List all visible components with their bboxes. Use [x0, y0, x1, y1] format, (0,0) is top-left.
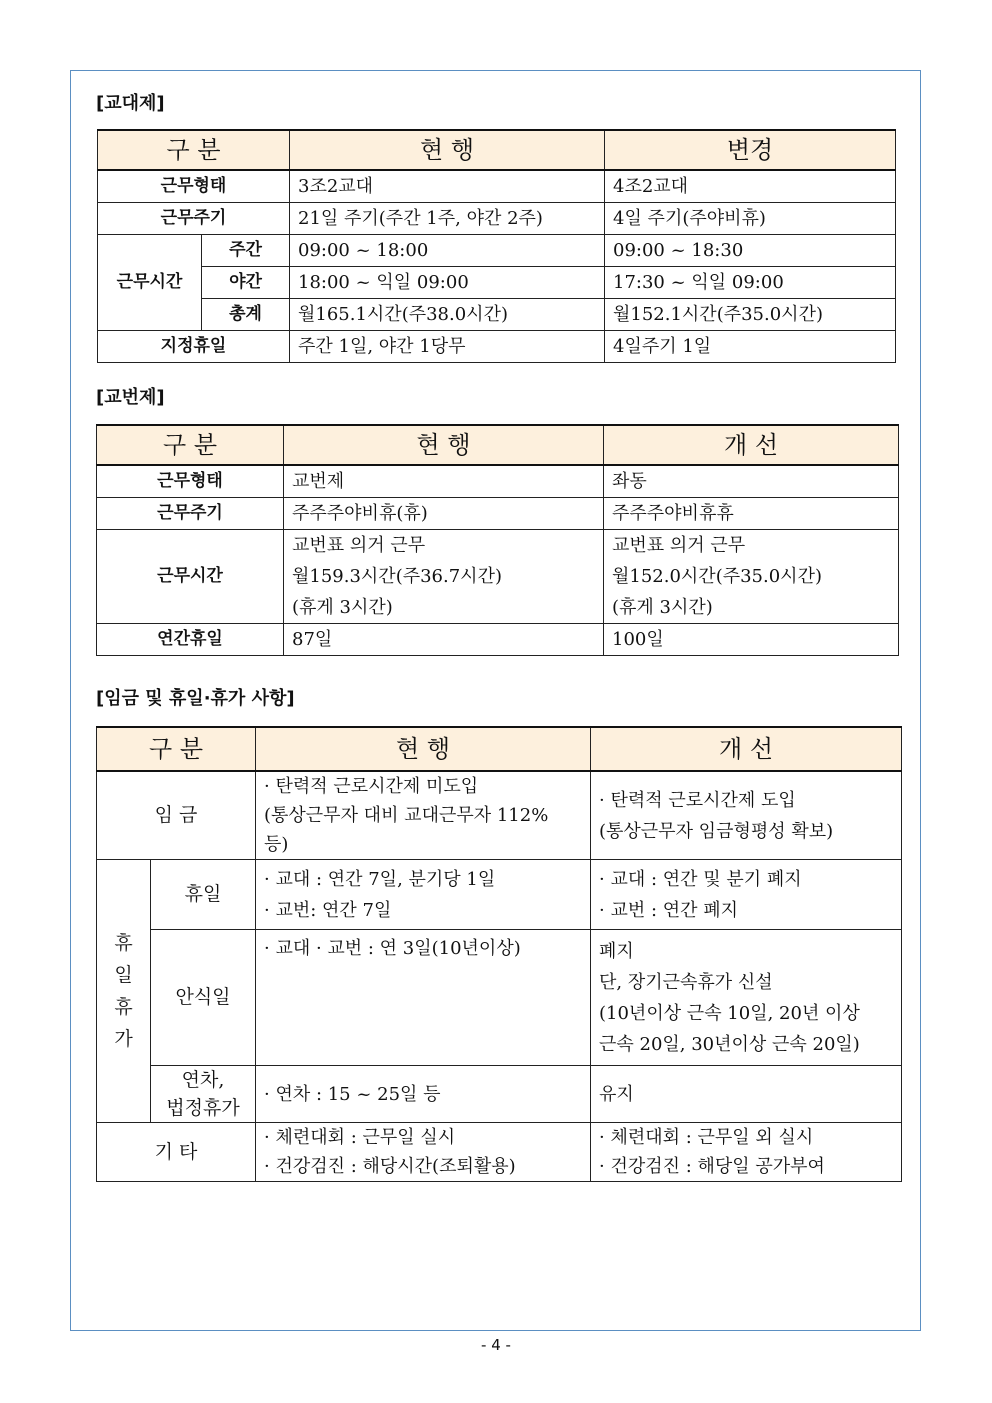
cell-improved	[591, 771, 902, 860]
leave-group-label	[97, 860, 151, 1123]
cell-current: 87일	[284, 624, 604, 656]
cell-current: 3조2교대	[290, 170, 605, 203]
cell-line: 월159.3시간(주36.7시간)	[292, 566, 502, 587]
cell-current: 18:00 ~ 익일 09:00	[290, 267, 605, 299]
cell-line: · 교대 · 교번 : 연 3일(10년이상)	[264, 938, 521, 959]
wage-leave-table	[96, 726, 902, 1182]
cell-improved	[591, 1123, 902, 1182]
cell-line: · 교대 : 연간 7일, 분기당 1일	[264, 868, 496, 890]
vertical-char: 휴	[114, 996, 133, 1018]
table-row	[98, 235, 896, 267]
cell-current: 주간 1일, 야간 1당무	[290, 331, 605, 363]
cell-improved	[591, 930, 902, 1066]
table-row	[98, 299, 896, 331]
cell-line: · 탄력적 근로시간제 미도입	[264, 776, 479, 797]
header-current: 현 행	[290, 130, 605, 170]
table-row	[97, 624, 899, 656]
header-improved: 개 선	[591, 727, 902, 771]
cell-line: (통상근무자 임금형평성 확보)	[599, 820, 834, 842]
sub-label: 안식일	[151, 930, 256, 1066]
row-label: 근무시간	[97, 530, 284, 624]
cell-line: 단, 장기근속휴가 신설	[599, 971, 773, 993]
cell-line: 연차,	[181, 1069, 225, 1091]
cell-line: 등)	[264, 834, 289, 855]
cell-line: (10년이상 근속 10일, 20년 이상	[599, 1002, 860, 1024]
section-title-rotation: [교번제]	[96, 387, 165, 408]
cell-current: 21일 주기(주간 1주, 야간 2주)	[290, 203, 605, 235]
cell-improved: 유지	[591, 1066, 902, 1123]
cell-changed: 4조2교대	[605, 170, 896, 203]
shift-table	[97, 129, 896, 363]
cell-current	[256, 930, 591, 1066]
vertical-char: 일	[114, 964, 133, 986]
cell-line: (휴게 3시간)	[612, 597, 713, 618]
cell-line: · 탄력적 근로시간제 도입	[599, 789, 796, 811]
vertical-char: 가	[114, 1028, 133, 1050]
cell-improved	[591, 860, 902, 930]
cell-line: · 교대 : 연간 및 분기 폐지	[599, 868, 802, 890]
cell-changed: 09:00 ~ 18:30	[605, 235, 896, 267]
header-category: 구 분	[97, 425, 284, 465]
cell-line: 법정휴가	[166, 1097, 240, 1119]
table-row	[98, 331, 896, 363]
cell-improved: 좌동	[604, 465, 899, 498]
cell-line: 근속 20일, 30년이상 근속 20일)	[599, 1033, 860, 1055]
cell-line: · 건강검진 : 해당시간(조퇴활용)	[264, 1156, 516, 1177]
table-header-row	[97, 727, 902, 771]
header-improved: 개 선	[604, 425, 899, 465]
cell-line: (통상근무자 대비 교대근무자 112%	[264, 805, 549, 826]
cell-line: · 교번: 연간 7일	[264, 899, 392, 921]
vertical-char: 휴	[114, 932, 133, 954]
cell-line: · 교번 : 연간 폐지	[599, 899, 739, 921]
cell-current: 09:00 ~ 18:00	[290, 235, 605, 267]
row-label: 지정휴일	[98, 331, 290, 363]
table-row	[97, 771, 902, 860]
sub-label: 야간	[202, 267, 290, 299]
page-number: - 4 -	[481, 1336, 511, 1354]
sub-label	[151, 1066, 256, 1123]
cell-improved	[604, 530, 899, 624]
rotation-table	[96, 424, 899, 656]
row-label: 근무주기	[97, 498, 284, 530]
header-category: 구 분	[98, 130, 290, 170]
cell-changed: 17:30 ~ 익일 09:00	[605, 267, 896, 299]
table-header-row	[98, 130, 896, 170]
header-current: 현 행	[284, 425, 604, 465]
sub-label: 주간	[202, 235, 290, 267]
cell-line: · 체련대회 : 근무일 외 실시	[599, 1127, 814, 1148]
sub-label: 휴일	[151, 860, 256, 930]
table-row	[98, 170, 896, 203]
cell-current	[256, 771, 591, 860]
cell-current: 월165.1시간(주38.0시간)	[290, 299, 605, 331]
table-row	[97, 930, 902, 1066]
cell-current	[256, 1123, 591, 1182]
cell-line: 월152.0시간(주35.0시간)	[612, 566, 822, 587]
row-label: 근무형태	[97, 465, 284, 498]
table-row	[97, 530, 899, 624]
sub-label: 총계	[202, 299, 290, 331]
row-label: 근무형태	[98, 170, 290, 203]
cell-line: 폐지	[599, 940, 634, 962]
table-row	[97, 465, 899, 498]
table-row	[97, 1066, 902, 1123]
row-label: 연간휴일	[97, 624, 284, 656]
cell-current	[284, 530, 604, 624]
row-label: 근무주기	[98, 203, 290, 235]
header-current: 현 행	[256, 727, 591, 771]
cell-changed: 4일 주기(주야비휴)	[605, 203, 896, 235]
cell-current: 주주주야비휴(휴)	[284, 498, 604, 530]
section-title-shift: [교대제]	[96, 93, 165, 114]
cell-current: · 연차 : 15 ~ 25일 등	[256, 1066, 591, 1123]
header-changed: 변경	[605, 130, 896, 170]
cell-improved: 주주주야비휴휴	[604, 498, 899, 530]
table-row	[97, 860, 902, 930]
cell-current	[256, 860, 591, 930]
table-row	[98, 203, 896, 235]
section-title-wage-leave: [임금 및 휴일·휴가 사항]	[96, 688, 295, 709]
table-header-row	[97, 425, 899, 465]
cell-line: 교번표 의거 근무	[292, 535, 426, 556]
table-row	[97, 498, 899, 530]
cell-changed: 월152.1시간(주35.0시간)	[605, 299, 896, 331]
table-row	[98, 267, 896, 299]
cell-changed: 4일주기 1일	[605, 331, 896, 363]
row-label: 기 타	[97, 1123, 256, 1182]
cell-improved: 100일	[604, 624, 899, 656]
cell-line: (휴게 3시간)	[292, 597, 393, 618]
header-category: 구 분	[97, 727, 256, 771]
row-label: 근무시간	[98, 235, 202, 331]
cell-line: 교번표 의거 근무	[612, 535, 746, 556]
cell-line: · 건강검진 : 해당일 공가부여	[599, 1156, 825, 1177]
table-row	[97, 1123, 902, 1182]
row-label: 임 금	[97, 771, 256, 860]
cell-current: 교번제	[284, 465, 604, 498]
cell-line: · 체련대회 : 근무일 실시	[264, 1127, 456, 1148]
